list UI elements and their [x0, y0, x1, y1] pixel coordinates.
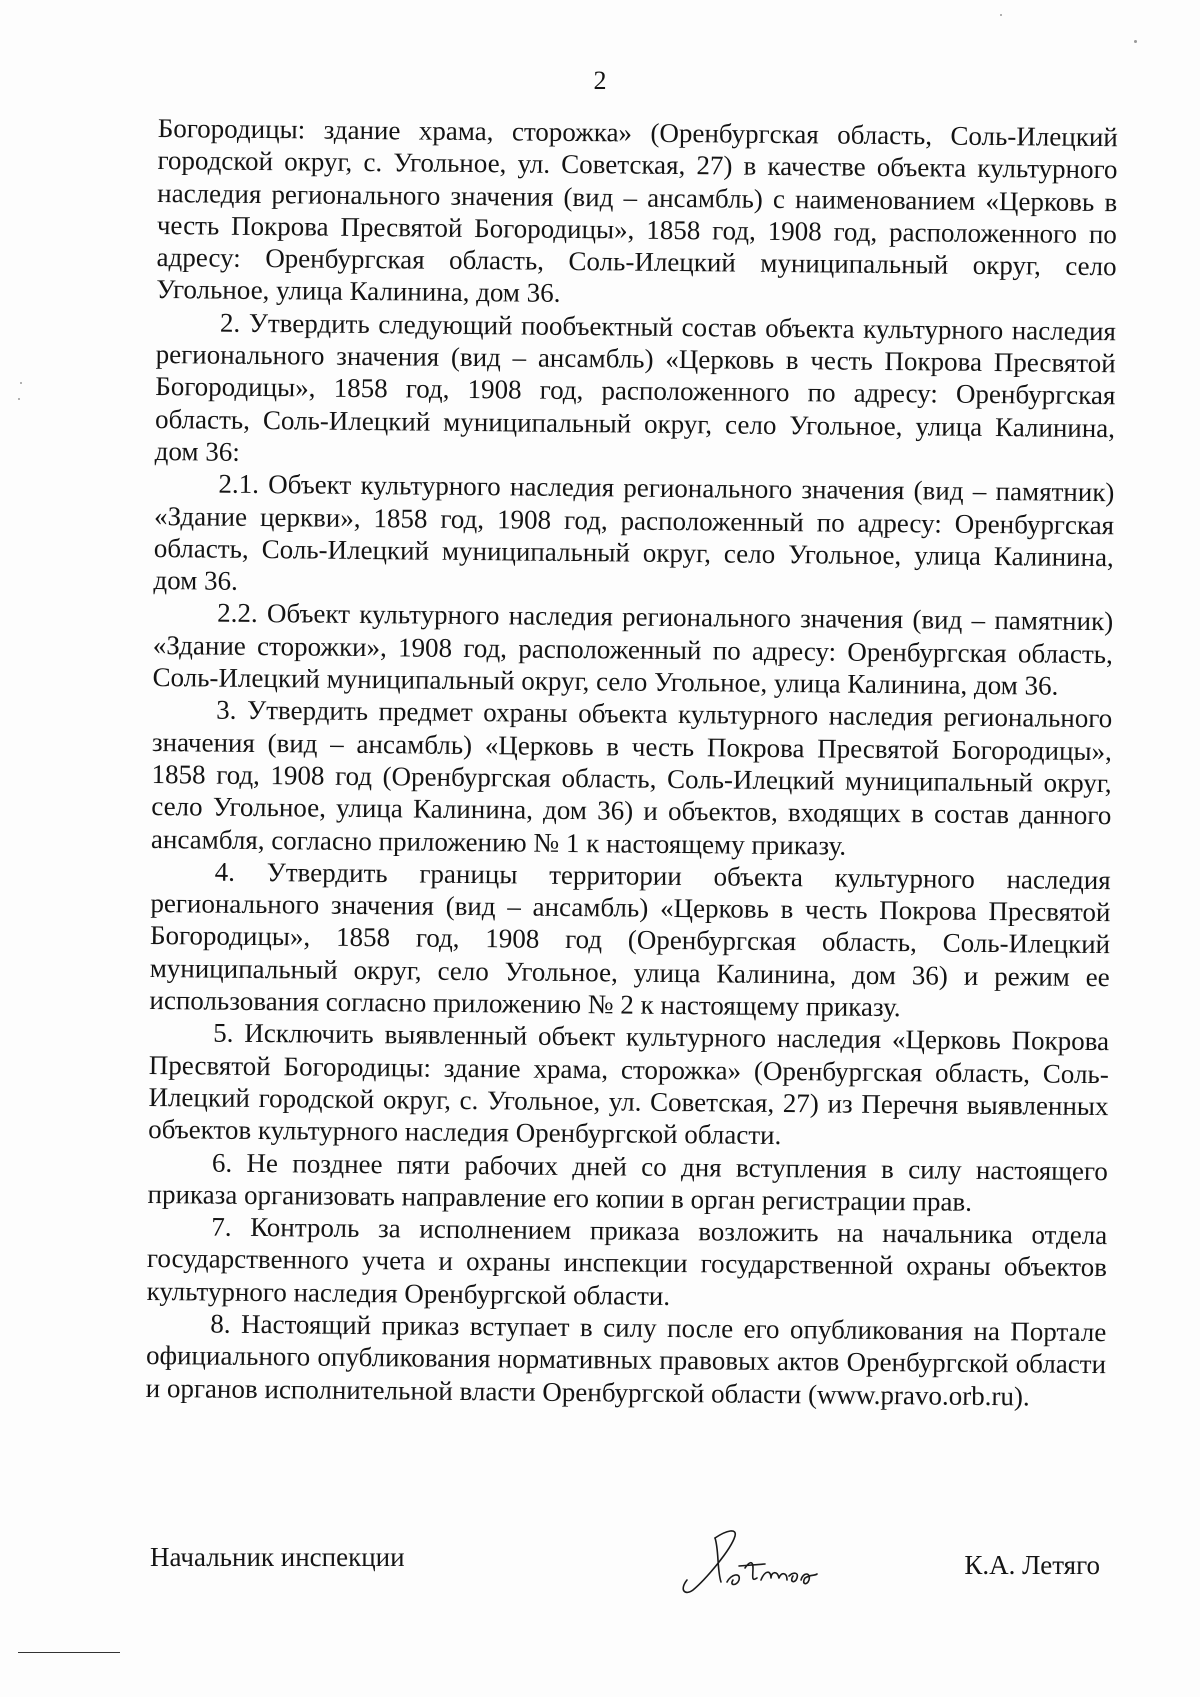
paragraph-item-3: 3. Утвердить предмет охраны объекта культурного наследия регионального значения (вид – ансамбль) «Церковь в честь Покрова Пресвятой Богородицы», 1858 год, 1908 год (Оренбургская область, Соль-Илецкий муниципальный округ, село Угольное, улица Калинина, дом 36) и объектов, входящих в состав данного ансамбля, согласно приложению № 1 к настоящему приказу.	[150, 694, 1113, 861]
paragraph-item-2-1: 2.1. Объект культурного наследия регионального значения (вид – памятник) «Здание церкви», 1858 год, 1908 год, расположенный по адресу: Оренбургская область, Соль-Илецкий муниципальный округ, село Угольное, улица Калинина, дом 36.	[153, 468, 1115, 596]
scan-speck	[18, 398, 20, 400]
paragraph-item-2: 2. Утвердить следующий пообъектный состав объекта культурного наследия регионального значения (вид – ансамбль) «Церковь в честь Покрова Пресвятой Богородицы», 1858 год, 1908 год, расположенного по адресу: Оренбургская область, Соль-Илецкий муниципальный округ, село Угольное, улица Калинина, дом 36:	[154, 307, 1117, 467]
signatory-position: Начальник инспекции	[150, 1542, 405, 1572]
document-body	[146, 112, 1118, 1413]
paragraph-item-2-2: 2.2. Объект культурного наследия регионального значения (вид – памятник) «Здание сторожки», 1908 год, расположенный по адресу: Оренбургская область, Соль-Илецкий муниципальный округ, село Угольное, улица Калинина, дом 36.	[152, 598, 1114, 701]
signature-block	[150, 1520, 1100, 1610]
paragraph-item-5: 5. Исключить выявленный объект культурного наследия «Церковь Покрова Пресвятой Богородицы: здание храма, сторожка» (Оренбургская область, Соль-Илецкий городской округ, с. Угольное, ул. Советская, 27) из Перечня выявленных объектов культурного наследия Оренбургской области.	[148, 1017, 1110, 1151]
scan-speck	[1134, 40, 1137, 43]
scan-speck	[1000, 14, 1002, 16]
scan-speck	[20, 382, 22, 384]
footer-rule	[18, 1652, 120, 1653]
page-number: 2	[593, 66, 607, 95]
paragraph-continuation: Богородицы: здание храма, сторожка» (Оренбургская область, Соль-Илецкий городской округ, с. Угольное, ул. Советская, 27) в качестве объекта культурного наследия регионального значения (вид – ансамбль) с наименованием «Церковь в честь Покрова Пресвятой Богородицы», 1858 год, 1908 год, расположенного по адресу: Оренбургская область, Соль-Илецкий муниципальный округ, село Угольное, улица Калинина, дом 36.	[156, 112, 1118, 309]
signatory-name: К.А. Летяго	[964, 1550, 1100, 1580]
paragraph-item-7: 7. Контроль за исполнением приказа возложить на начальника отдела государственного учета и охраны инспекции государственной охраны объектов культурного наследия Оренбургской области.	[146, 1211, 1108, 1311]
paragraph-item-6: 6. Не позднее пяти рабочих дней со дня вступления в силу настоящего приказа организовать направление его копии в орган регистрации прав.	[147, 1147, 1109, 1217]
paragraph-item-4: 4. Утвердить границы территории объекта культурного наследия регионального значения (вид – ансамбль) «Церковь в честь Покрова Пресвятой Богородицы», 1858 год, 1908 год (Оренбургская область, Соль-Илецкий муниципальный округ, село Угольное, улица Калинина, дом 36) и режим ее использования согласно приложению № 2 к настоящему приказу.	[149, 856, 1111, 1023]
paragraph-item-8: 8. Настоящий приказ вступает в силу после его опубликования на Портале официального опубликования нормативных правовых актов Оренбургской области и органов исполнительной власти Оренбургской области (www.pravo.orb.ru).	[145, 1308, 1107, 1412]
handwritten-signature	[675, 1520, 835, 1600]
